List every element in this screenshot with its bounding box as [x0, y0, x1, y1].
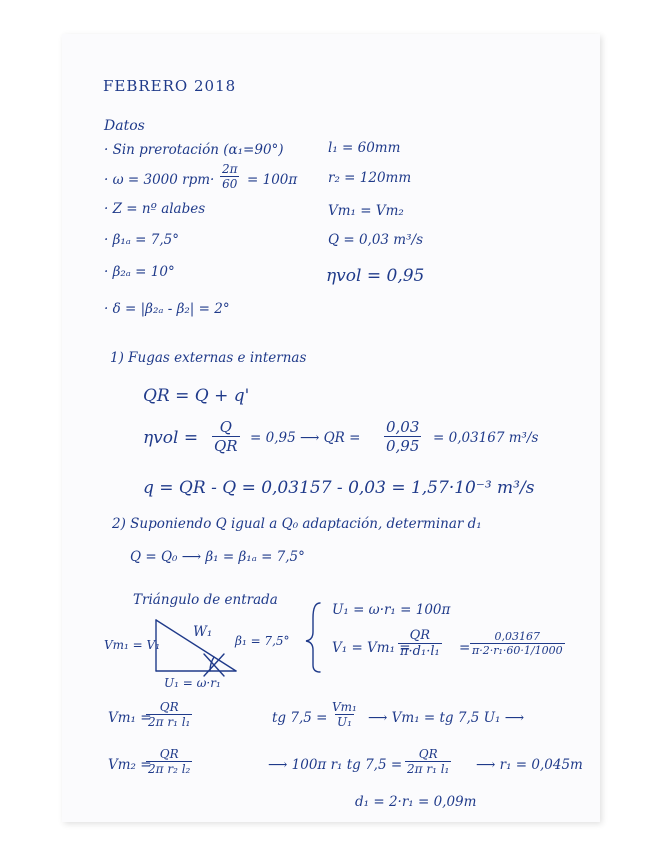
- section1-eq2-lhs: ηvol =: [143, 428, 199, 448]
- dato-delta: · δ = |β₂ₐ - β₂| = 2°: [104, 301, 230, 317]
- brace-eq2-lhs: V₁ = Vm₁ =: [332, 640, 411, 656]
- section1-eq3: q = QR - Q = 0,03157 - 0,03 = 1,57·10⁻³ m³/s: [143, 478, 535, 498]
- frac-den: 0,95: [386, 437, 420, 455]
- frac-den: U₁: [336, 715, 352, 729]
- frac-num: QR: [159, 700, 179, 714]
- frac-den: π·2·r₁·60·1/1000: [472, 644, 563, 657]
- dato-l1: l₁ = 60mm: [328, 140, 401, 156]
- frac-num: 0,03167: [494, 630, 541, 643]
- triangle-vm1: Vm₁ = V₁: [104, 638, 161, 652]
- dato-beta2a: · β₂ₐ = 10°: [104, 264, 175, 280]
- frac-num: 0,03: [386, 418, 420, 436]
- frac-num: Vm₁: [332, 700, 357, 714]
- section1-heading: 1) Fugas externas e internas: [110, 350, 307, 366]
- section1-eq2-result: = 0,03167 m³/s: [433, 430, 539, 446]
- tg-frac: [330, 700, 359, 729]
- triangle-beta: β₁ = 7,5°: [235, 634, 290, 648]
- frac-den: π·d₁·l₁: [400, 644, 440, 659]
- dato-caudal: Q = 0,03 m³/s: [328, 232, 424, 248]
- omega-value: = 100π: [247, 172, 298, 188]
- frac-num: Q: [219, 418, 232, 436]
- vm1-frac: [146, 700, 192, 729]
- omega-fraction-num: 2π: [222, 162, 238, 176]
- vm2-lhs: Vm₂ =: [108, 757, 152, 773]
- page-title: FEBRERO 2018: [103, 77, 237, 95]
- tg-lhs: tg 7,5 =: [272, 710, 328, 726]
- frac-num: QR: [159, 747, 179, 761]
- brace-eq1: U₁ = ω·r₁ = 100π: [332, 602, 451, 618]
- triangle-w1: W₁: [193, 624, 213, 640]
- dato-vm-equal: Vm₁ = Vm₂: [328, 203, 404, 219]
- dato-alabes: · Z = nº alabes: [104, 201, 206, 217]
- dato-r2: r₂ = 120mm: [328, 170, 412, 186]
- eq-line2-lhs: ⟶ 100π r₁ tg 7,5 =: [268, 757, 403, 773]
- frac-den: 2π r₁ l₁: [407, 762, 450, 776]
- section1-eq2-mid: = 0,95 ⟶ QR =: [250, 430, 361, 446]
- dato-omega: · ω = 3000 rpm·: [104, 172, 215, 188]
- dato-prerotacion: · Sin prerotación (α₁=90°): [104, 142, 284, 158]
- omega-fraction-den: 60: [222, 177, 238, 191]
- frac-num: QR: [418, 747, 438, 761]
- brace-equals: =: [459, 640, 471, 656]
- vm1-lhs: Vm₁ =: [108, 710, 152, 726]
- eq-line2-frac: [405, 747, 451, 776]
- frac-den: QR: [214, 437, 238, 455]
- dato-eta-vol: ηvol = 0,95: [326, 266, 425, 286]
- frac-num: QR: [409, 628, 431, 643]
- brace-frac1: [398, 628, 442, 659]
- triangle-u1: U₁ = ω·r₁: [164, 676, 221, 690]
- triangle-heading: Triángulo de entrada: [133, 592, 278, 608]
- tg-rhs: ⟶ Vm₁ = tg 7,5 U₁ ⟶: [368, 710, 525, 726]
- eq-line2-result: ⟶ r₁ = 0,045m: [476, 757, 583, 773]
- section1-eq1: QR = Q + q': [143, 386, 250, 406]
- frac-den: 2π r₂ l₂: [148, 762, 191, 776]
- brace-frac2: [470, 630, 565, 657]
- section2-heading: 2) Suponiendo Q igual a Q₀ adaptación, determinar d₁: [112, 516, 482, 532]
- dato-beta1a: · β₁ₐ = 7,5°: [104, 232, 179, 248]
- datos-heading: Datos: [104, 118, 145, 134]
- d1-result: d₁ = 2·r₁ = 0,09m: [355, 794, 477, 810]
- section2-eq1: Q = Q₀ ⟶ β₁ = β₁ₐ = 7,5°: [130, 549, 305, 565]
- frac-den: 2π r₁ l₁: [148, 715, 191, 729]
- vm2-frac: [146, 747, 192, 776]
- brace: [306, 603, 320, 672]
